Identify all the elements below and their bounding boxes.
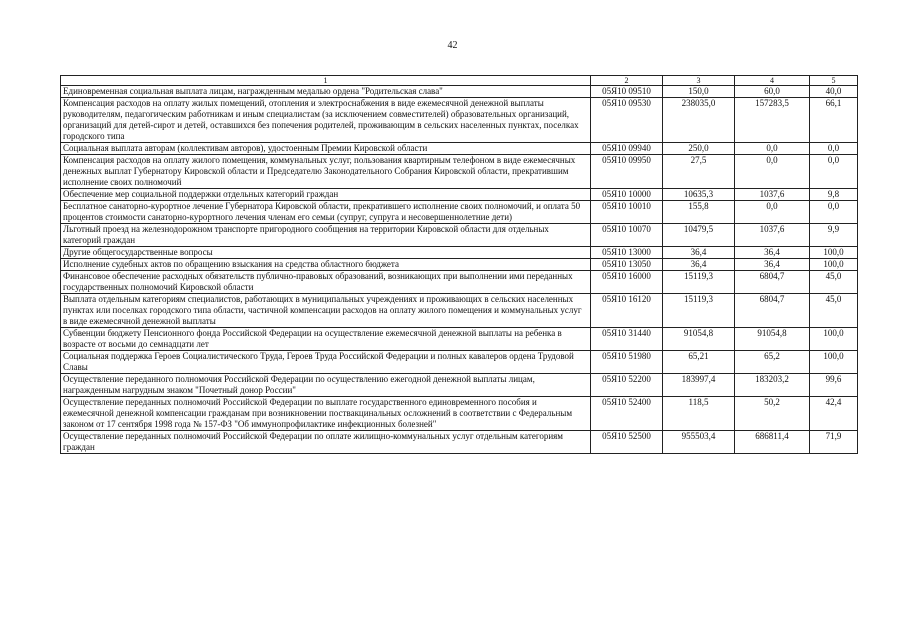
table-row <box>61 143 858 155</box>
execution-percent: 40,0 <box>810 86 858 98</box>
executed-amount: 1037,6 <box>735 189 810 201</box>
budget-code: 05Я10 10070 <box>591 224 663 247</box>
planned-amount: 36,4 <box>663 259 735 271</box>
budget-code: 05Я10 09940 <box>591 143 663 155</box>
execution-percent: 100,0 <box>810 247 858 259</box>
table-row <box>61 86 858 98</box>
budget-code: 05Я10 09950 <box>591 155 663 189</box>
executed-amount: 1037,6 <box>735 224 810 247</box>
budget-code: 05Я10 13050 <box>591 259 663 271</box>
execution-percent: 100,0 <box>810 259 858 271</box>
budget-code: 05Я10 10010 <box>591 201 663 224</box>
table-row <box>61 98 858 143</box>
row-description: Другие общегосударственные вопросы <box>61 247 591 259</box>
column-header: 2 <box>591 76 663 86</box>
column-header: 5 <box>810 76 858 86</box>
planned-amount: 10635,3 <box>663 189 735 201</box>
row-description: Осуществление переданных полномочий Российской Федерации по оплате жилищно-коммунальных услуг отдельным категориям граждан <box>61 431 591 454</box>
executed-amount: 36,4 <box>735 247 810 259</box>
table-row <box>61 294 858 328</box>
table-row <box>61 271 858 294</box>
table-row <box>61 351 858 374</box>
budget-code: 05Я10 10000 <box>591 189 663 201</box>
table-row <box>61 247 858 259</box>
row-description: Льготный проезд на железнодорожном транспорте пригородного сообщения на территории Кировской области для отдельных категорий граждан <box>61 224 591 247</box>
executed-amount: 91054,8 <box>735 328 810 351</box>
planned-amount: 27,5 <box>663 155 735 189</box>
executed-amount: 157283,5 <box>735 98 810 143</box>
column-header: 1 <box>61 76 591 86</box>
executed-amount: 50,2 <box>735 397 810 431</box>
execution-percent: 100,0 <box>810 328 858 351</box>
planned-amount: 150,0 <box>663 86 735 98</box>
planned-amount: 91054,8 <box>663 328 735 351</box>
table-row <box>61 155 858 189</box>
executed-amount: 0,0 <box>735 155 810 189</box>
execution-percent: 100,0 <box>810 351 858 374</box>
planned-amount: 15119,3 <box>663 294 735 328</box>
execution-percent: 0,0 <box>810 201 858 224</box>
executed-amount: 183203,2 <box>735 374 810 397</box>
table-header-row <box>61 76 858 86</box>
row-description: Единовременная социальная выплата лицам, награжденным медалью ордена "Родительская слава" <box>61 86 591 98</box>
table-row <box>61 397 858 431</box>
planned-amount: 238035,0 <box>663 98 735 143</box>
planned-amount: 15119,3 <box>663 271 735 294</box>
budget-code: 05Я10 52200 <box>591 374 663 397</box>
row-description: Компенсация расходов на оплату жилых помещений, отопления и электроснабжения в виде ежемесячной денежной выплаты руководителям, педагогическим работникам и иным специалистам (за исключением совместителей) образовательных организаций, организаций для детей-сирот и детей, оставшихся без попечения родителей, проживающим в сельских населенных пунктах, поселках городского типа <box>61 98 591 143</box>
row-description: Выплата отдельным категориям специалистов, работающих в муниципальных учреждениях и проживающих в сельских населенных пунктах или поселках городского типа области, частичной компенсации расходов на оплату жилого помещения и коммунальных услуг в виде ежемесячной денежной выплаты <box>61 294 591 328</box>
budget-code: 05Я10 09530 <box>591 98 663 143</box>
table-row <box>61 328 858 351</box>
executed-amount: 60,0 <box>735 86 810 98</box>
table-row <box>61 431 858 454</box>
execution-percent: 0,0 <box>810 143 858 155</box>
row-description: Компенсация расходов на оплату жилого помещения, коммунальных услуг, пользования квартирным телефоном в виде ежемесячных денежных выплат Губернатору Кировской области и Председателю Законодательного Собрания Кировской области, прекратившим исполнение своих полномочий <box>61 155 591 189</box>
row-description: Осуществление переданных полномочий Российской Федерации по выплате государственного единовременного пособия и ежемесячной денежной компенсации гражданам при возникновении поствакцинальных осложнений в соответствии с Федеральным законом от 17 сентября 1998 года № 157-ФЗ "Об иммунопрофилактике инфекционных болезней" <box>61 397 591 431</box>
row-description: Исполнение судебных актов по обращению взыскания на средства областного бюджета <box>61 259 591 271</box>
row-description: Осуществление переданного полномочия Российской Федерации по осуществлению ежегодной денежной выплаты лицам, награжденным нагрудным знаком "Почетный донор России" <box>61 374 591 397</box>
planned-amount: 250,0 <box>663 143 735 155</box>
row-description: Бесплатное санаторно-курортное лечение Губернатора Кировской области, прекратившего исполнение своих полномочий, и оплата 50 процентов стоимости санаторно-курортного лечения членам его семьи (супруг, супруга и несовершеннолетние дети) <box>61 201 591 224</box>
execution-percent: 9,8 <box>810 189 858 201</box>
column-header: 3 <box>663 76 735 86</box>
row-description: Обеспечение мер социальной поддержки отдельных категорий граждан <box>61 189 591 201</box>
budget-code: 05Я10 52400 <box>591 397 663 431</box>
row-description: Социальная поддержка Героев Социалистического Труда, Героев Труда Российской Федерации и полных кавалеров ордена Трудовой Славы <box>61 351 591 374</box>
planned-amount: 155,8 <box>663 201 735 224</box>
execution-percent: 42,4 <box>810 397 858 431</box>
page-number: 42 <box>447 40 458 51</box>
row-description: Социальная выплата авторам (коллективам авторов), удостоенным Премии Кировской области <box>61 143 591 155</box>
planned-amount: 65,21 <box>663 351 735 374</box>
executed-amount: 6804,7 <box>735 271 810 294</box>
execution-percent: 9,9 <box>810 224 858 247</box>
execution-percent: 99,6 <box>810 374 858 397</box>
planned-amount: 118,5 <box>663 397 735 431</box>
table-row <box>61 259 858 271</box>
budget-table <box>60 75 858 454</box>
execution-percent: 45,0 <box>810 271 858 294</box>
table-row <box>61 224 858 247</box>
budget-code: 05Я10 09510 <box>591 86 663 98</box>
planned-amount: 10479,5 <box>663 224 735 247</box>
execution-percent: 0,0 <box>810 155 858 189</box>
executed-amount: 65,2 <box>735 351 810 374</box>
planned-amount: 183997,4 <box>663 374 735 397</box>
budget-code: 05Я10 52500 <box>591 431 663 454</box>
budget-code: 05Я10 51980 <box>591 351 663 374</box>
execution-percent: 71,9 <box>810 431 858 454</box>
executed-amount: 686811,4 <box>735 431 810 454</box>
executed-amount: 0,0 <box>735 201 810 224</box>
row-description: Субвенции бюджету Пенсионного фонда Российской Федерации на осуществление ежемесячной денежной выплаты на ребенка в возрасте от восьми до семнадцати лет <box>61 328 591 351</box>
execution-percent: 66,1 <box>810 98 858 143</box>
budget-code: 05Я10 13000 <box>591 247 663 259</box>
execution-percent: 45,0 <box>810 294 858 328</box>
table-row <box>61 201 858 224</box>
budget-code: 05Я10 31440 <box>591 328 663 351</box>
table-row <box>61 374 858 397</box>
budget-code: 05Я10 16120 <box>591 294 663 328</box>
column-header: 4 <box>735 76 810 86</box>
executed-amount: 6804,7 <box>735 294 810 328</box>
executed-amount: 36,4 <box>735 259 810 271</box>
executed-amount: 0,0 <box>735 143 810 155</box>
planned-amount: 36,4 <box>663 247 735 259</box>
row-description: Финансовое обеспечение расходных обязательств публично-правовых образований, возникающих при выполнении ими переданных государственных полномочий Кировской области <box>61 271 591 294</box>
table-row <box>61 189 858 201</box>
planned-amount: 955503,4 <box>663 431 735 454</box>
budget-code: 05Я10 16000 <box>591 271 663 294</box>
